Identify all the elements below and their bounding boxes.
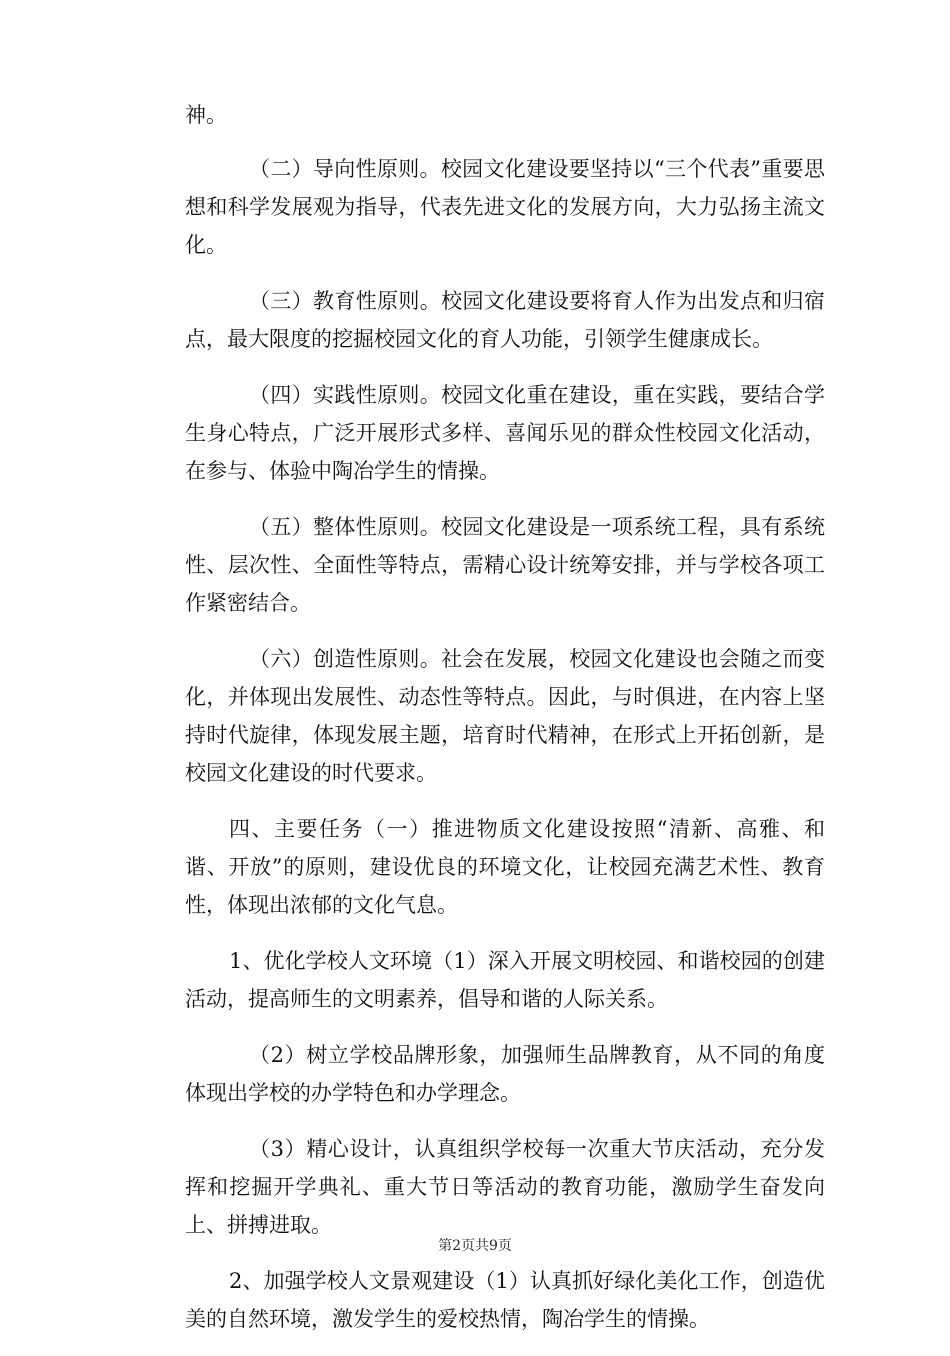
paragraph-principle-wholeness: （五）整体性原则。校园文化建设是一项系统工程，具有系统性、层次性、全面性等特点，需精心设计统筹安排，并与学校各项工作紧密结合。 (185, 515, 825, 615)
paragraph-principle-practice: （四）实践性原则。校园文化重在建设，重在实践，要结合学生身心特点，广泛开展形式多样、喜闻乐见的群众性校园文化活动，在参与、体验中陶冶学生的情操。 (185, 383, 825, 483)
paragraph-humanistic-environment: 1、优化学校人文环境（1）深入开展文明校园、和谐校园的创建活动，提高师生的文明素养，倡导和谐的人际关系。 (185, 949, 825, 1011)
paragraph-brand-image: （2）树立学校品牌形象，加强师生品牌教育，从不同的角度体现出学校的办学特色和办学理念。 (185, 1043, 825, 1105)
paragraph-landscape-construction: 2、加强学校人文景观建设（1）认真抓好绿化美化工作，创造优美的自然环境，激发学生的爱校热情，陶冶学生的情操。 (185, 1269, 825, 1331)
paragraph-principle-education: （三）教育性原则。校园文化建设要将育人作为出发点和归宿点，最大限度的挖掘校园文化的育人功能，引领学生健康成长。 (185, 289, 825, 351)
paragraph-main-tasks: 四、主要任务（一）推进物质文化建设按照“清新、高雅、和谐、开放”的原则，建设优良的环境文化，让校园充满艺术性、教育性，体现出浓郁的文化气息。 (185, 817, 825, 917)
paragraph-continuation: 神。 (185, 103, 227, 127)
paragraph-principle-guidance: （二）导向性原则。校园文化建设要坚持以“三个代表”重要思想和科学发展观为指导，代表先进文化的发展方向，大力弘扬主流文化。 (185, 157, 825, 257)
paragraph-festival-activities: （3）精心设计，认真组织学校每一次重大节庆活动，充分发挥和挖掘开学典礼、重大节日等活动的教育功能，激励学生奋发向上、拼搏进取。 (185, 1137, 825, 1237)
page-number-footer: 第2页共9页 (438, 1238, 512, 1254)
document-body (185, 96, 825, 1356)
paragraph-principle-creativity: （六）创造性原则。社会在发展，校园文化建设也会随之而变化，并体现出发展性、动态性等特点。因此，与时俱进，在内容上坚持时代旋律，体现发展主题，培育时代精神，在形式上开拓创新，是校园文化建设的时代要求。 (185, 647, 825, 785)
